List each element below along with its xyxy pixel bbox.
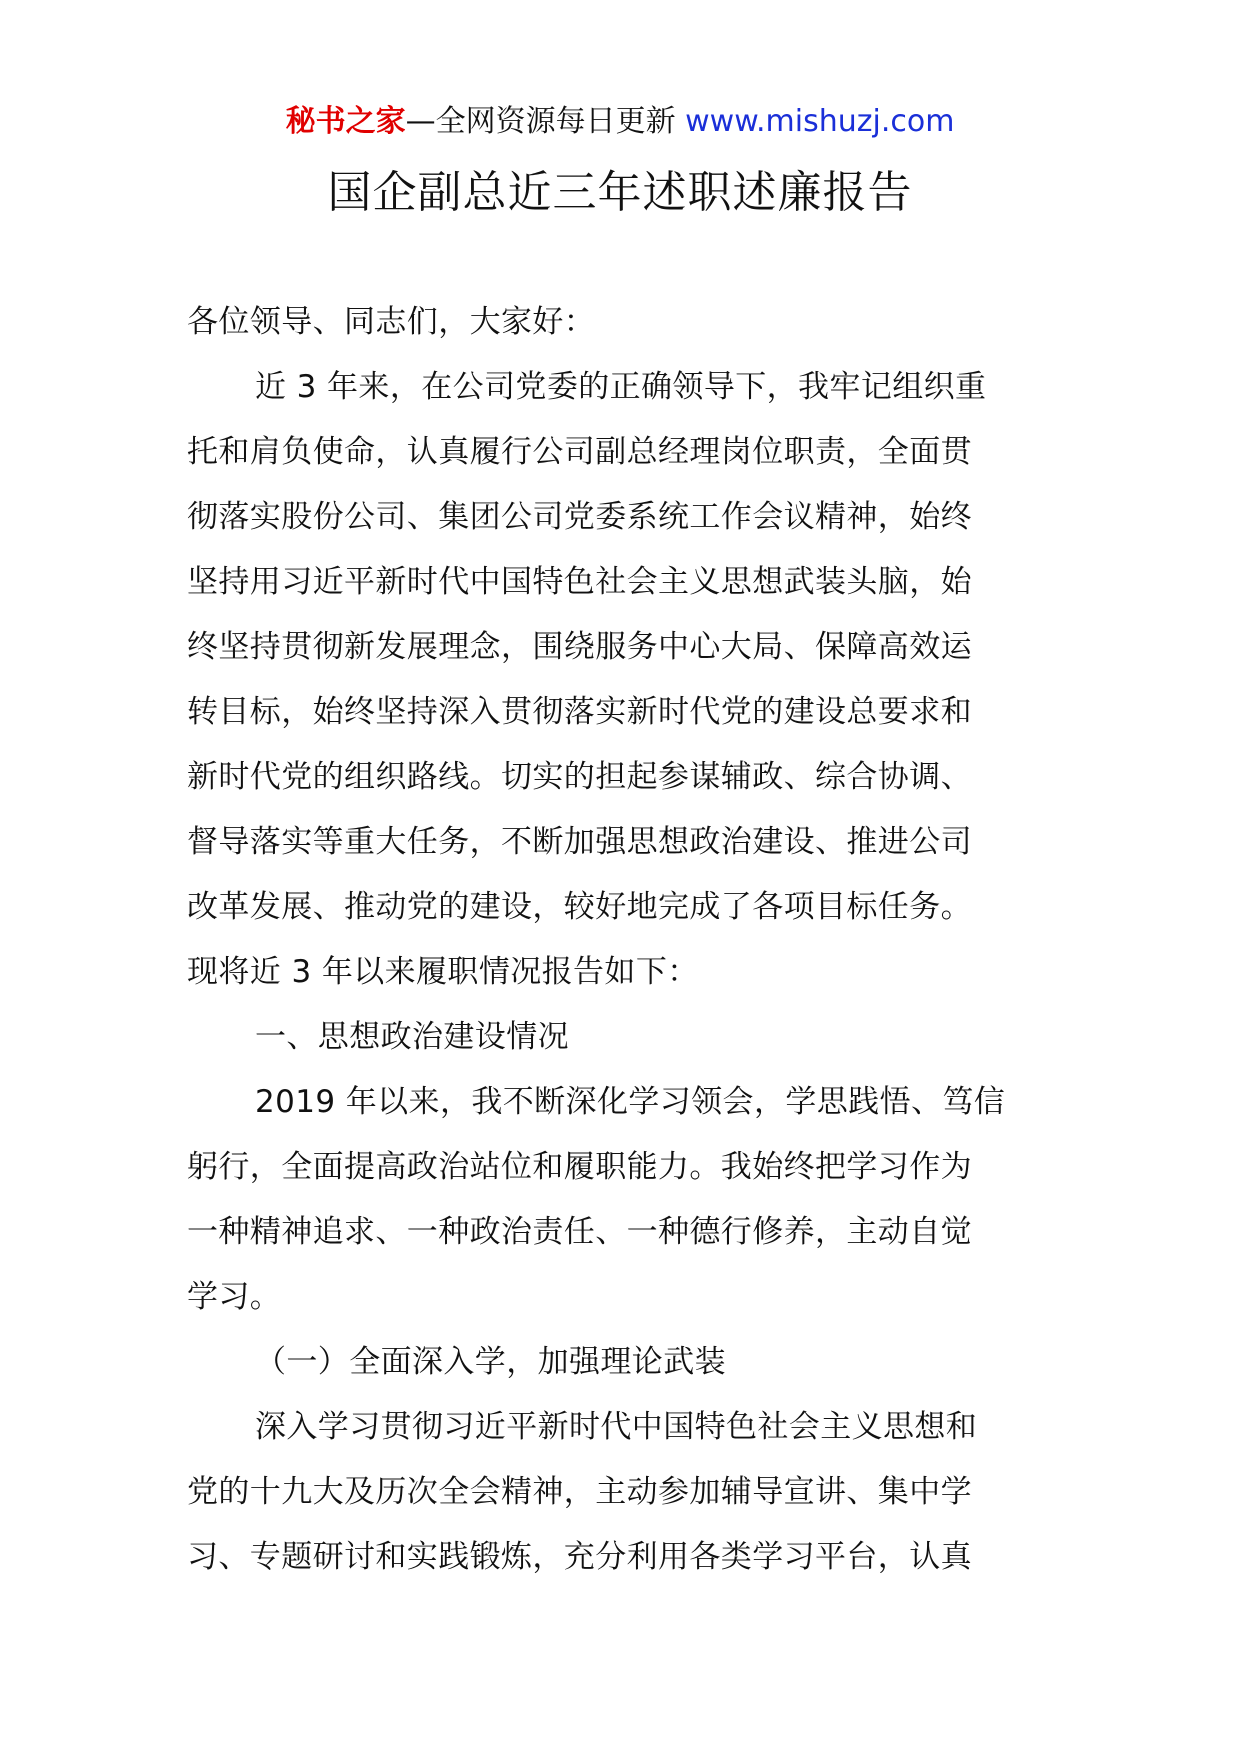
text-line: 习、专题研讨和实践锻炼，充分利用各类学习平台，认真	[187, 1539, 972, 1575]
subsection-heading: （一）全面深入学，加强理论武装	[255, 1344, 726, 1380]
brand-name: 秘书之家	[285, 104, 406, 139]
text-line: 改革发展、推动党的建设，较好地完成了各项目标任务。	[187, 889, 972, 925]
site-url-link[interactable]: www.mishuzj.com	[685, 104, 955, 139]
site-header	[0, 100, 1240, 144]
text-line: 终坚持贯彻新发展理念，围绕服务中心大局、保障高效运	[187, 629, 972, 665]
text-line: 2019 年以来，我不断深化学习领会，学思践悟、笃信	[255, 1084, 1006, 1120]
text-line: 各位领导、同志们，大家好：	[187, 304, 596, 340]
text-line: 党的十九大及历次全会精神，主动参加辅导宣讲、集中学	[187, 1474, 972, 1510]
document-body	[187, 290, 1053, 1590]
header-tagline: —全网资源每日更新	[405, 104, 676, 139]
text-line: 学习。	[187, 1279, 282, 1315]
text-line: 彻落实股份公司、集团公司党委系统工作会议精神，始终	[187, 499, 972, 535]
text-line: 一种精神追求、一种政治责任、一种德行修养，主动自觉	[187, 1214, 972, 1250]
text-line: 现将近 3 年以来履职情况报告如下：	[187, 954, 699, 990]
text-line: 深入学习贯彻习近平新时代中国特色社会主义思想和	[255, 1409, 978, 1445]
text-line: 躬行，全面提高政治站位和履职能力。我始终把学习作为	[187, 1149, 972, 1185]
text-line: 转目标，始终坚持深入贯彻落实新时代党的建设总要求和	[187, 694, 972, 730]
document-title: 国企副总近三年述职述廉报告	[327, 167, 913, 218]
text-line: 近 3 年来，在公司党委的正确领导下，我牢记组织重	[255, 369, 987, 405]
text-line: 托和肩负使命，认真履行公司副总经理岗位职责，全面贯	[187, 434, 972, 470]
text-line: 坚持用习近平新时代中国特色社会主义思想武装头脑，始	[187, 564, 972, 600]
text-line: 新时代党的组织路线。切实的担起参谋辅政、综合协调、	[187, 759, 972, 795]
text-line: 督导落实等重大任务，不断加强思想政治建设、推进公司	[187, 824, 972, 860]
section-heading: 一、思想政治建设情况	[255, 1019, 569, 1055]
